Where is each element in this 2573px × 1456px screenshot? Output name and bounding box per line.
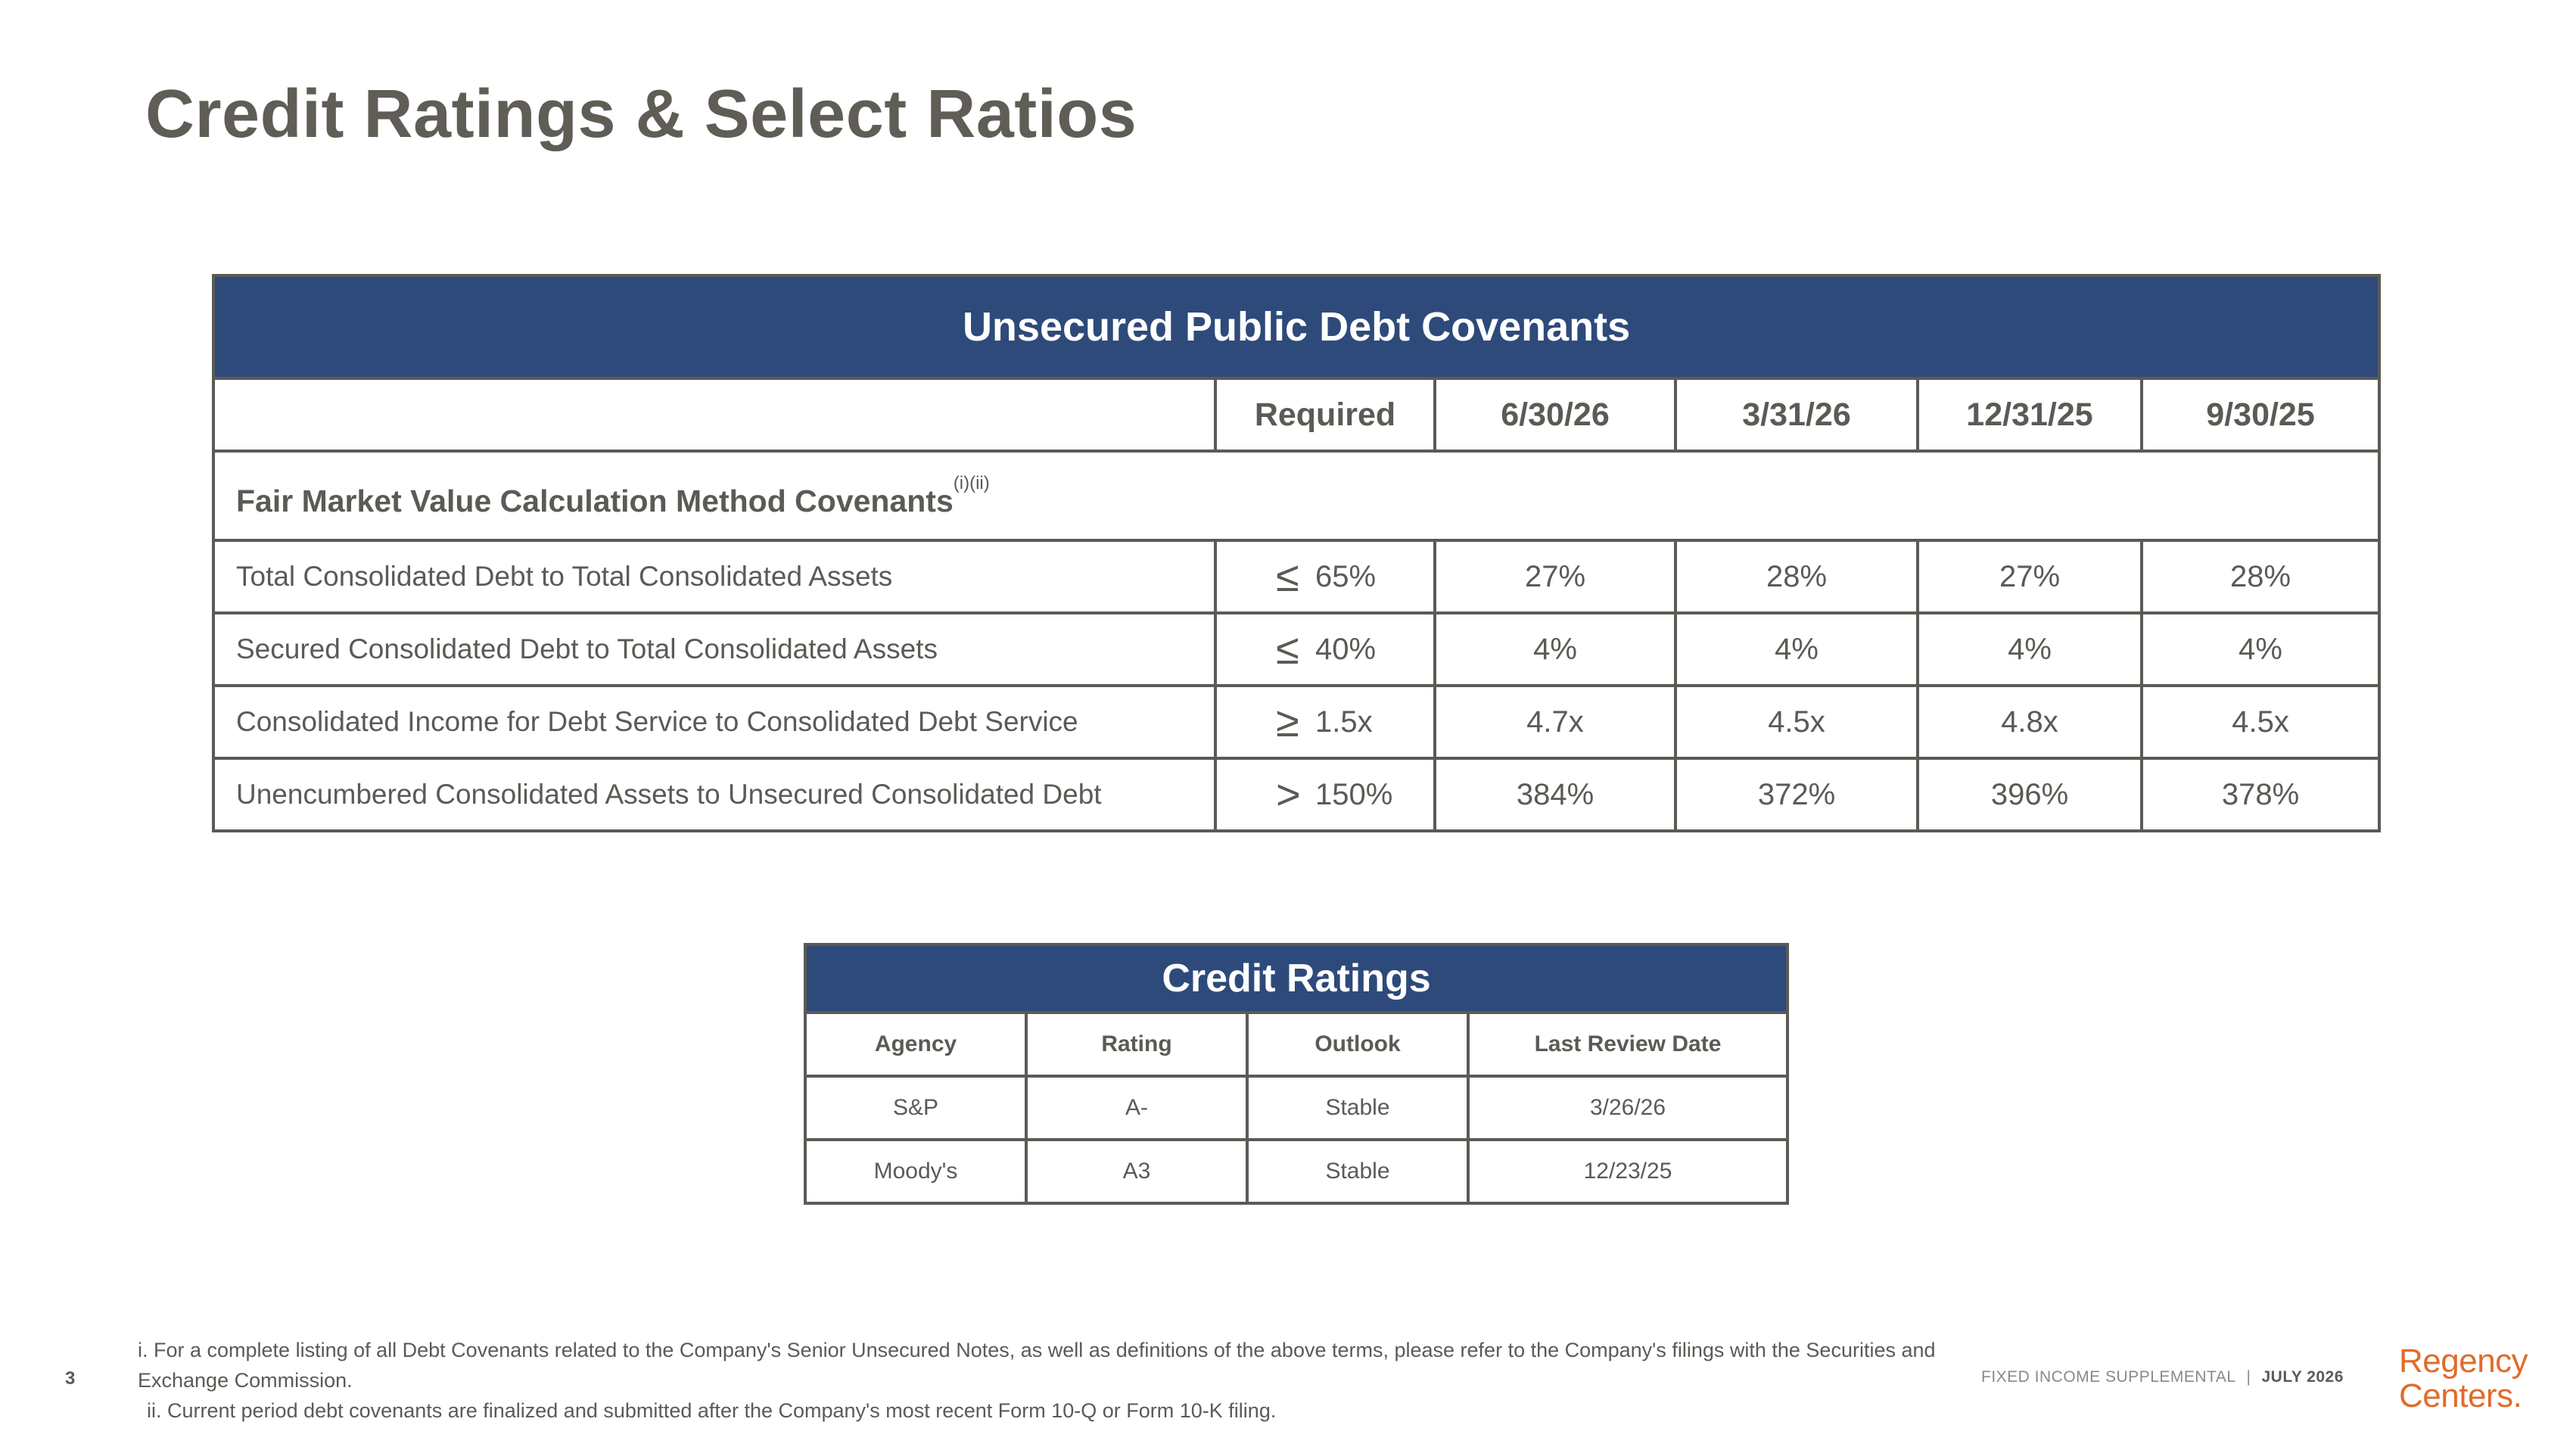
table-row [213, 686, 2379, 758]
table-row [213, 613, 2379, 686]
rating-cell: A- [1026, 1076, 1247, 1140]
footnote-marker: (i)(ii) [953, 472, 990, 493]
value-cell: 4.7x [1435, 686, 1675, 758]
less-or-equal-symbol: ≤ [1276, 624, 1299, 673]
footnote-1: i. For a complete listing of all Debt Covenants related to the Company's Senior Unsecured Notes, as well as definitions of the above terms, please refer to the Company's filings with the Securities and Exchange Commission. [138, 1339, 1936, 1392]
column-header: Required [1215, 378, 1435, 451]
value-cell: 396% [1918, 758, 2142, 831]
footnote-2: ii. Current period debt covenants are finalized and submitted after the Company's most recent Form 10-Q or Form 10-K filing. [147, 1399, 1277, 1422]
value-cell: 4.8x [1918, 686, 2142, 758]
value-cell: 4.5x [1675, 686, 1918, 758]
credit-ratings-title: Credit Ratings [805, 944, 1787, 1013]
footer-date: JULY 2026 [2261, 1368, 2344, 1386]
value-cell: 4% [2142, 613, 2379, 686]
covenants-title: Unsecured Public Debt Covenants [213, 275, 2379, 378]
section-label: Fair Market Value Calculation Method Covenants$^{(i)(ii)}$ [213, 451, 2379, 540]
outlook-cell: Stable [1247, 1076, 1468, 1140]
rating-cell: A3 [1026, 1140, 1247, 1203]
page-title: Credit Ratings & Select Ratios [145, 76, 1137, 152]
value-cell: 4.5x [2142, 686, 2379, 758]
table-row [213, 540, 2379, 613]
metric-label: Total Consolidated Debt to Total Consolidated Assets [213, 540, 1215, 613]
metric-label: Consolidated Income for Debt Service to Consolidated Debt Service [213, 686, 1215, 758]
value-cell: 28% [2142, 540, 2379, 613]
review-date-cell: 3/26/26 [1468, 1076, 1787, 1140]
logo-line-2: Centers. [2399, 1377, 2522, 1414]
footer-label [1981, 1368, 2344, 1386]
required-value: > 150% [1215, 758, 1435, 831]
column-header: 3/31/26 [1675, 378, 1918, 451]
logo-line-1: Regency [2399, 1342, 2528, 1380]
required-value: ≤ 65% [1215, 540, 1435, 613]
required-value: ≤ 40% [1215, 613, 1435, 686]
column-header: Outlook [1247, 1013, 1468, 1076]
metric-label: Unencumbered Consolidated Assets to Unsecured Consolidated Debt [213, 758, 1215, 831]
value-cell: 4% [1435, 613, 1675, 686]
agency-cell: S&P [805, 1076, 1026, 1140]
greater-or-equal-symbol: ≥ [1276, 697, 1299, 745]
value-cell: 4% [1675, 613, 1918, 686]
value-cell: 27% [1435, 540, 1675, 613]
column-header: Agency [805, 1013, 1026, 1076]
company-logo [2399, 1344, 2550, 1414]
footer-separator: | [2246, 1368, 2251, 1386]
column-header: 6/30/26 [1435, 378, 1675, 451]
less-or-equal-symbol: ≤ [1276, 552, 1299, 600]
covenants-table [212, 274, 2381, 832]
agency-cell: Moody's [805, 1140, 1026, 1203]
value-cell: 27% [1918, 540, 2142, 613]
value-cell: 378% [2142, 758, 2379, 831]
value-cell: 28% [1675, 540, 1918, 613]
review-date-cell: 12/23/25 [1468, 1140, 1787, 1203]
table-row [805, 1140, 1787, 1203]
column-header-blank [213, 378, 1215, 451]
table-row [213, 758, 2379, 831]
column-header: Last Review Date [1468, 1013, 1787, 1076]
outlook-cell: Stable [1247, 1140, 1468, 1203]
column-header: Rating [1026, 1013, 1247, 1076]
footnotes [138, 1335, 1984, 1426]
table-row [805, 1076, 1787, 1140]
page-number: 3 [65, 1368, 76, 1389]
credit-ratings-table [804, 943, 1789, 1205]
greater-than-symbol: > [1276, 770, 1301, 818]
metric-label: Secured Consolidated Debt to Total Consolidated Assets [213, 613, 1215, 686]
required-value: ≥ 1.5x [1215, 686, 1435, 758]
value-cell: 384% [1435, 758, 1675, 831]
column-header: 9/30/25 [2142, 378, 2379, 451]
document-label: FIXED INCOME SUPPLEMENTAL [1981, 1368, 2236, 1386]
value-cell: 372% [1675, 758, 1918, 831]
column-header: 12/31/25 [1918, 378, 2142, 451]
value-cell: 4% [1918, 613, 2142, 686]
